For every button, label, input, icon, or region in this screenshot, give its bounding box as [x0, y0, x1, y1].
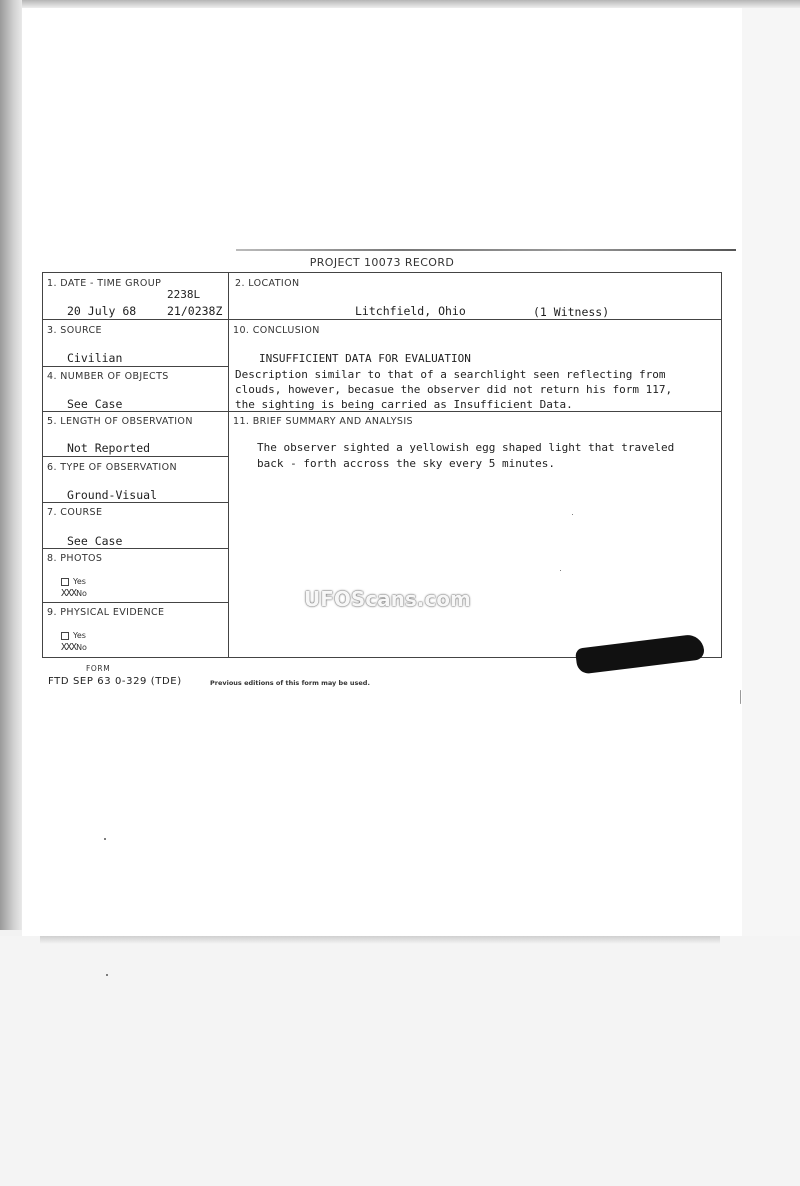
scan-speck — [106, 974, 108, 976]
row-divider-8 — [43, 548, 228, 549]
length-of-observation-label: 5. LENGTH OF OBSERVATION — [47, 416, 193, 427]
physical-evidence-no-label: No — [76, 643, 87, 652]
time-zulu-value: 21/0238Z — [167, 304, 223, 318]
title-rule — [236, 249, 736, 251]
typed-x-mark-icon: XXX — [61, 588, 77, 599]
number-of-objects-value: See Case — [67, 397, 123, 411]
row-divider-7 — [43, 502, 228, 503]
summary-line-2: back - forth accross the sky every 5 minutes. — [257, 457, 556, 470]
row-divider-4 — [43, 366, 228, 367]
checkbox-empty-icon — [61, 578, 69, 586]
witness-count: (1 Witness) — [533, 305, 610, 319]
type-of-observation-value: Ground-Visual — [67, 488, 158, 502]
conclusion-line-3: the sighting is being carried as Insufficient Data. — [235, 398, 573, 411]
physical-evidence-yes-label: Yes — [73, 631, 86, 640]
typed-x-mark-icon: XXX — [61, 642, 77, 653]
scan-speck — [572, 514, 573, 515]
photos-yes-option — [61, 577, 86, 586]
physical-evidence-label: 9. PHYSICAL EVIDENCE — [47, 607, 165, 618]
course-value: See Case — [67, 534, 123, 548]
paper-right-margin — [742, 8, 800, 936]
conclusion-heading: INSUFFICIENT DATA FOR EVALUATION — [259, 352, 471, 365]
row-divider-5 — [43, 411, 721, 412]
row-divider-6 — [43, 456, 228, 457]
photos-no-label: No — [76, 589, 87, 598]
course-label: 7. COURSE — [47, 507, 103, 518]
length-of-observation-value: Not Reported — [67, 441, 151, 455]
conclusion-line-2: clouds, however, becasue the observer did not return his form 117, — [235, 383, 673, 396]
scan-speck — [104, 838, 106, 840]
scan-edge-left — [0, 0, 22, 930]
number-of-objects-label: 4. NUMBER OF OBJECTS — [47, 371, 169, 382]
summary-line-1: The observer sighted a yellowish egg shaped light that traveled — [257, 441, 675, 454]
checkbox-empty-icon — [61, 632, 69, 640]
row-divider-top — [43, 319, 721, 320]
footer-form-word: FORM — [86, 664, 111, 673]
summary-label: 11. BRIEF SUMMARY AND ANALYSIS — [233, 416, 413, 427]
source-value: Civilian — [67, 351, 123, 365]
paper-bottom-shadow — [40, 936, 720, 944]
scan-speck — [740, 690, 741, 704]
row-divider-9 — [43, 602, 228, 603]
photos-yes-label: Yes — [73, 577, 86, 586]
column-divider — [228, 273, 229, 657]
footer-note: Previous editions of this form may be used. — [210, 679, 370, 687]
conclusion-label: 10. CONCLUSION — [233, 325, 320, 336]
record-title: PROJECT 10073 RECORD — [309, 256, 455, 269]
time-local-value: 2238L — [167, 288, 201, 301]
scan-lower-area — [0, 936, 800, 1186]
photos-no-option — [61, 588, 87, 599]
location-label: 2. LOCATION — [235, 278, 300, 289]
date-value: 20 July 68 — [67, 304, 137, 318]
photos-label: 8. PHOTOS — [47, 553, 103, 564]
source-label: 3. SOURCE — [47, 325, 102, 336]
conclusion-line-1: Description similar to that of a searchlight seen reflecting from — [235, 368, 666, 381]
physical-evidence-yes-option — [61, 631, 86, 640]
footer-form-code: FTD SEP 63 0-329 (TDE) — [48, 676, 182, 687]
physical-evidence-no-option — [61, 642, 87, 653]
location-value: Litchfield, Ohio — [355, 304, 466, 318]
site-watermark: UFOScans.com — [304, 587, 471, 611]
scan-speck — [560, 570, 561, 571]
scan-edge-top — [0, 0, 800, 8]
type-of-observation-label: 6. TYPE OF OBSERVATION — [47, 462, 177, 473]
date-time-label: 1. DATE - TIME GROUP — [47, 278, 162, 289]
